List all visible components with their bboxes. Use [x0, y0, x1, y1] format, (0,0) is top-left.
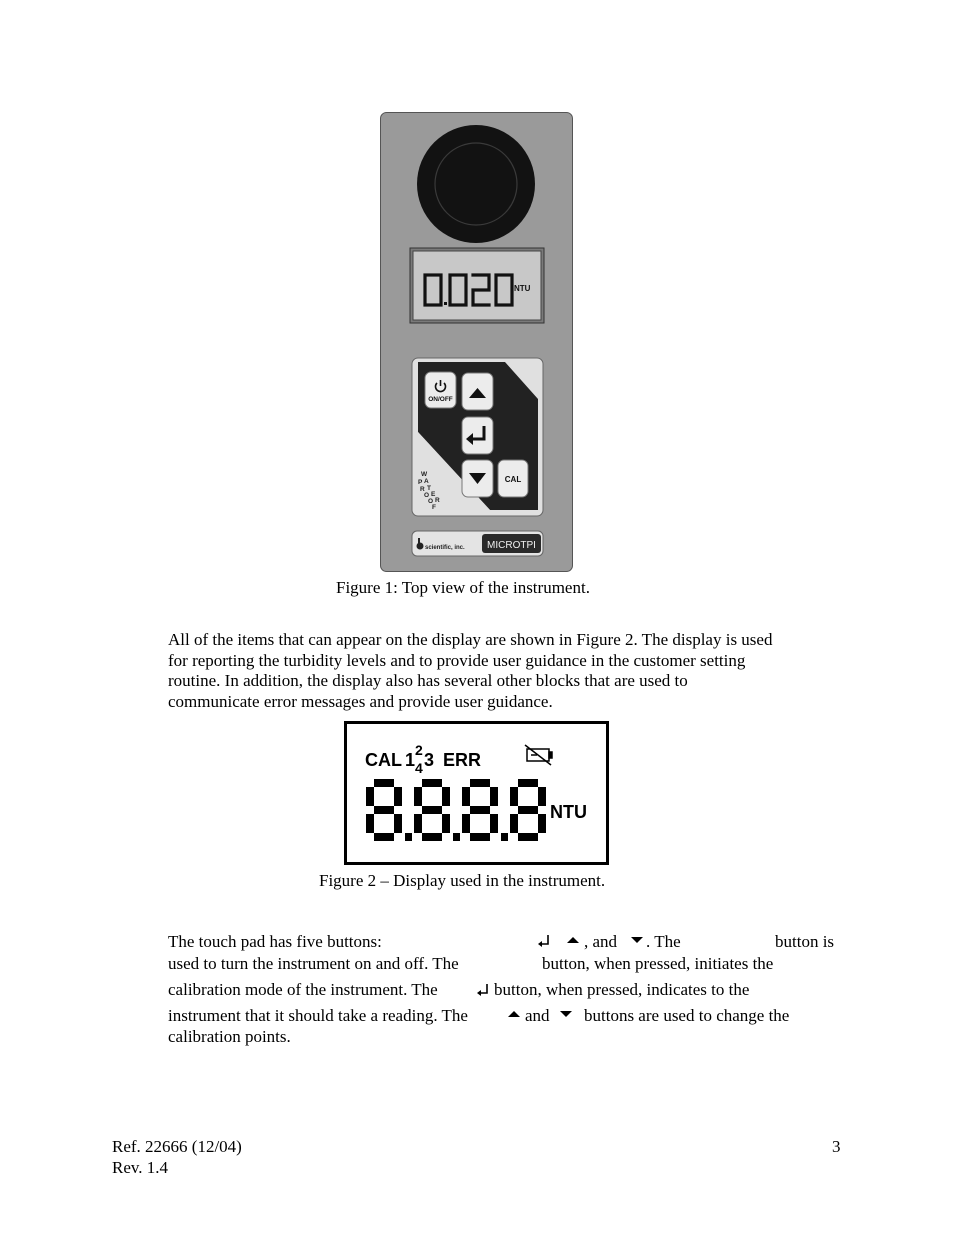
- waterproof-letter: T: [427, 485, 431, 492]
- enter-icon: [476, 981, 490, 1002]
- waterproof-letter: F: [432, 504, 436, 511]
- waterproof-letter: A: [424, 478, 429, 485]
- text-run: and: [525, 1006, 550, 1025]
- cal-point-1-indicator: 1: [405, 750, 416, 770]
- down-button[interactable]: [462, 460, 493, 497]
- text-run: calibration points.: [168, 1027, 291, 1046]
- cal-indicator: CAL: [365, 750, 402, 770]
- cal-button[interactable]: [498, 460, 528, 497]
- waterproof-letter: R: [435, 497, 440, 504]
- paragraph-line: [168, 954, 842, 976]
- paragraph-line: communicate error messages and provide user guidance.: [168, 691, 553, 711]
- paragraph-line: [168, 1027, 842, 1049]
- footer-rev: Rev. 1.4: [112, 1158, 169, 1177]
- paragraph-line: [168, 980, 842, 1002]
- text-run: calibration mode of the instrument. The: [168, 980, 438, 999]
- text-run: button, when pressed, initiates the: [542, 954, 774, 973]
- cal-point-2-indicator: 2: [415, 742, 423, 758]
- on-off-button[interactable]: [425, 372, 456, 408]
- figure2-caption: Figure 2 – Display used in the instrument.: [319, 871, 606, 890]
- waterproof-letter: P: [418, 479, 423, 486]
- figure1-caption: Figure 1: Top view of the instrument.: [336, 578, 590, 597]
- instrument-figure: [380, 112, 573, 572]
- display-figure: [344, 721, 609, 865]
- svg-text:scientific, inc.: scientific, inc.: [425, 545, 465, 551]
- error-indicator: ERR: [443, 750, 482, 770]
- cal-point-4-indicator: 4: [415, 760, 423, 776]
- svg-text:CAL: CAL: [504, 475, 522, 484]
- waterproof-letter: R: [420, 486, 425, 493]
- svg-text:MICROTPI: MICROTPI: [487, 540, 536, 551]
- display-description-paragraph: [168, 630, 858, 712]
- enter-icon: [537, 932, 551, 953]
- text-run: button is: [775, 932, 835, 951]
- up-arrow-icon: [566, 932, 580, 952]
- waterproof-letter: O: [428, 498, 434, 505]
- up-button[interactable]: [462, 373, 493, 410]
- decimal-point: [453, 833, 460, 841]
- cal-point-3-indicator: 3: [424, 750, 435, 770]
- waterproof-letter: O: [424, 492, 430, 499]
- waterproof-letter: W: [421, 471, 428, 478]
- text-run: . The: [646, 932, 681, 951]
- lcd-unit: NTU: [514, 284, 531, 293]
- text-run: The touch pad has five buttons:: [168, 932, 382, 951]
- paragraph-line: [168, 932, 842, 954]
- instrument-illustration: [380, 112, 573, 572]
- up-arrow-icon: [507, 1006, 521, 1026]
- text-run: buttons are used to change the: [584, 1006, 790, 1025]
- waterproof-letter: E: [431, 491, 436, 498]
- text-run: used to turn the instrument on and off. The: [168, 954, 459, 973]
- decimal-point: [501, 833, 508, 841]
- ntu-unit-label: NTU: [550, 802, 587, 822]
- enter-button[interactable]: [462, 417, 493, 454]
- footer-ref: Ref. 22666 (12/04): [112, 1137, 242, 1156]
- paragraph-line: for reporting the turbidity levels and to provide user guidance in the customer setting: [168, 650, 746, 670]
- svg-text:ON/OFF: ON/OFF: [428, 396, 453, 403]
- display-illustration: [344, 721, 609, 865]
- text-run: instrument that it should take a reading. The: [168, 1006, 468, 1025]
- down-arrow-icon: [630, 932, 644, 952]
- decimal-point: [405, 833, 412, 841]
- down-arrow-icon: [559, 1006, 573, 1026]
- paragraph-line: routine. In addition, the display also has several other blocks that are used to: [168, 671, 688, 690]
- text-run: button, when pressed, indicates to the: [494, 980, 750, 999]
- page-number: 3: [832, 1137, 841, 1156]
- paragraph-line: [168, 1006, 842, 1028]
- paragraph-line: All of the items that can appear on the display are shown in Figure 2. The display is used: [168, 630, 773, 649]
- text-run: , and: [584, 932, 618, 951]
